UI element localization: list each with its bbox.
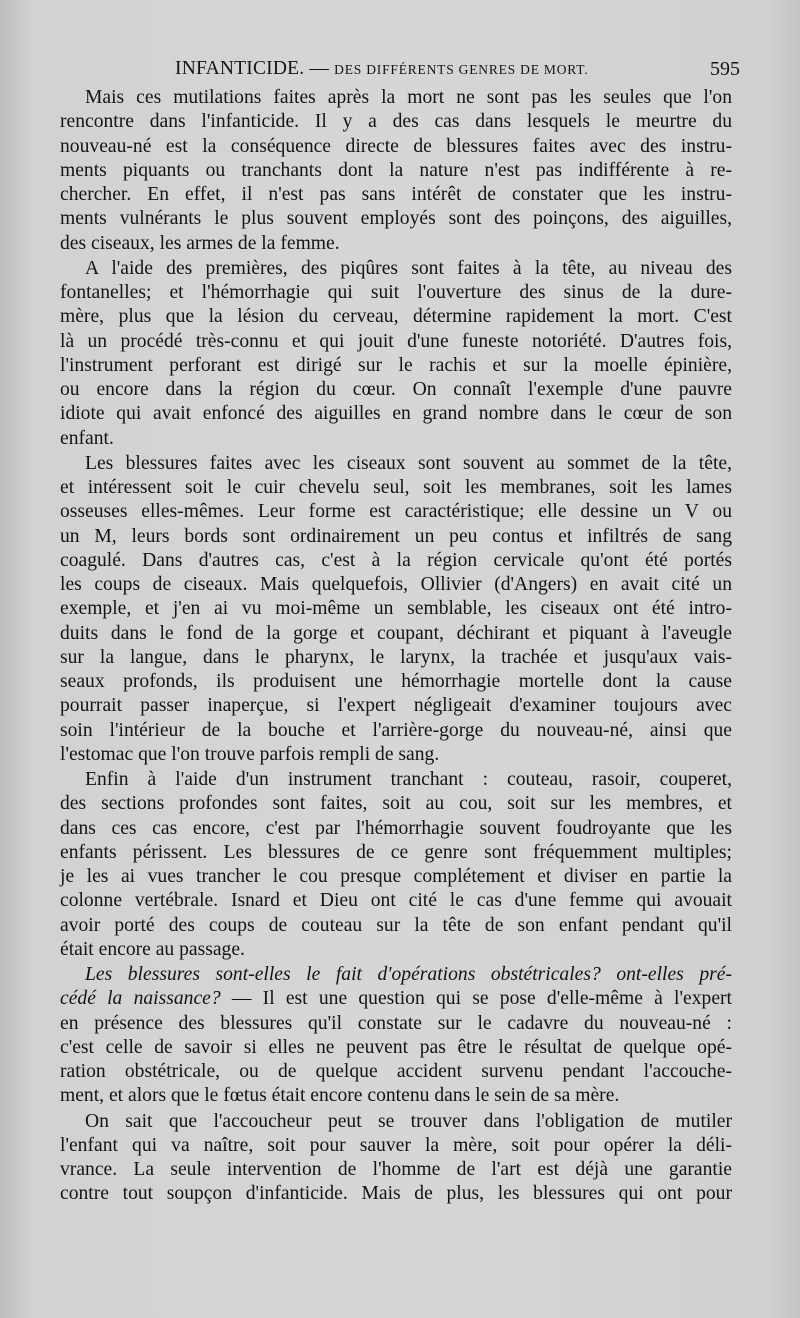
text-line: nouveau-né est la conséquence directe de blessures faites avec des instru- <box>60 135 732 157</box>
text-line: idiote qui avait enfoncé des aiguilles en grand nombre dans le cœur de son <box>60 403 732 425</box>
text-line <box>60 987 732 1011</box>
text-line: seaux profonds, ils produisent une hémorrhagie mortelle dont la cause <box>60 671 732 692</box>
text-line: un M, leurs bords sont ordinairement un peu contus et infiltrés de sang <box>60 525 732 547</box>
text-line: c'est celle de savoir si elles ne peuvent pas être le résultat de quelque opé- <box>60 1036 732 1058</box>
text-line: Les blessures faites avec les ciseaux sont souvent au sommet de la tête, <box>85 452 732 474</box>
text-line: pourrait passer inaperçue, si l'expert négligeait d'examiner toujours avec <box>60 695 732 717</box>
text-line: rencontre dans l'infanticide. Il y a des cas dans lesquels le meurtre du <box>60 111 732 133</box>
text-line: Mais ces mutilations faites après la mort ne sont pas les seules que l'on <box>85 87 732 108</box>
text-line: l'estomac que l'on trouve parfois rempli de sang. <box>60 743 440 765</box>
text-line: l'enfant qui va naître, soit pour sauver la mère, soit pour opérer la déli- <box>60 1134 732 1156</box>
text-line: des ciseaux, les armes de la femme. <box>60 232 340 254</box>
text-line: A l'aide des premières, des piqûres sont faites à la tête, au niveau des <box>85 257 732 279</box>
text-line: l'instrument perforant est dirigé sur le rachis et sur la moelle épinière, <box>60 354 732 376</box>
text-line: je les ai vues trancher le cou presque complétement et diviser en partie la <box>60 866 732 887</box>
text-line: enfants périssent. Les blessures de ce genre sont fréquemment multiples; <box>60 841 732 863</box>
text-line: coagulé. Dans d'autres cas, c'est à la région cervicale qu'ont été portés <box>60 549 732 571</box>
running-title <box>175 58 589 80</box>
text-line: duits dans le fond de la gorge et coupant, déchirant et piquant à l'aveugle <box>60 622 732 644</box>
text-line: les coups de ciseaux. Mais quelquefois, Ollivier (d'Angers) en avait cité un <box>60 574 732 595</box>
text-line: ment, et alors que le fœtus était encore contenu dans le sein de sa mère. <box>60 1085 620 1107</box>
running-title-main: INFANTICIDE. <box>175 58 305 79</box>
text-line: soin l'intérieur de la bouche et l'arrière-gorge du nouveau-né, ainsi que <box>60 719 732 741</box>
running-title-section: DES DIFFÉRENTS GENRES DE MORT. <box>334 62 589 77</box>
text-line: des sections profondes sont faites, soit au cou, soit sur les membres, et <box>60 793 732 815</box>
text-line: mère, plus que la lésion du cerveau, détermine rapidement la mort. C'est <box>60 306 732 328</box>
text-line: On sait que l'accoucheur peut se trouver dans l'obligation de mutiler <box>85 1110 732 1132</box>
running-title-dash: — <box>309 58 330 79</box>
text-line-rest: — Il est une question qui se pose d'elle-même à l'expert <box>220 988 732 1010</box>
text-body <box>60 86 732 1207</box>
text-line: sur la langue, dans le pharynx, le larynx, la trachée et jusqu'aux vais- <box>60 646 732 668</box>
page-number: 595 <box>710 58 740 80</box>
text-line: colonne vertébrale. Isnard et Dieu ont cité le cas d'une femme qui avouait <box>60 890 732 912</box>
text-line: vrance. La seule intervention de l'homme de l'art est déjà une garantie <box>60 1159 732 1180</box>
section-heading-italic-end: cédé la naissance? <box>60 988 221 1010</box>
text-line: en présence des blessures qu'il constate sur le cadavre du nouveau-né : <box>60 1012 732 1034</box>
text-line: ration obstétricale, ou de quelque accident survenu pendant l'accouche- <box>60 1061 732 1082</box>
text-line: ou encore dans la région du cœur. On connaît l'exemple d'une pauvre <box>60 379 732 400</box>
text-line: et intéressent soit le cuir chevelu seul, soit les membranes, soit les lames <box>60 477 732 498</box>
running-head <box>60 56 740 86</box>
text-line: ments piquants ou tranchants dont la nature n'est pas indifférente à re- <box>60 159 732 181</box>
text-line: enfant. <box>60 427 114 449</box>
text-line: là un procédé très-connu et qui jouit d'une funeste notoriété. D'autres fois, <box>60 330 732 352</box>
text-line: contre tout soupçon d'infanticide. Mais de plus, les blessures qui ont pour <box>60 1183 732 1205</box>
text-line: dans ces cas encore, c'est par l'hémorrhagie souvent foudroyante que les <box>60 817 732 839</box>
text-line: Enfin à l'aide d'un instrument tranchant : couteau, rasoir, couperet, <box>85 769 732 790</box>
text-line: exemple, et j'en ai vu moi-même un semblable, les ciseaux ont été intro- <box>60 598 732 620</box>
text-line: avoir porté des coups de couteau sur la tête de son enfant pendant qu'il <box>60 914 732 936</box>
text-line: ments vulnérants le plus souvent employés sont des poinçons, des aiguilles, <box>60 208 732 230</box>
text-line: était encore au passage. <box>60 938 245 960</box>
text-line: fontanelles; et l'hémorrhagie qui suit l'ouverture des sinus de la dure- <box>60 282 732 303</box>
section-heading-italic: Les blessures sont-elles le fait d'opérations obstétricales? ont-elles pré- <box>85 964 732 985</box>
text-line: chercher. En effet, il n'est pas sans intérêt de constater que les instru- <box>60 184 732 205</box>
text-line: osseuses elles-mêmes. Leur forme est caractéristique; elle dessine un V ou <box>60 501 732 523</box>
